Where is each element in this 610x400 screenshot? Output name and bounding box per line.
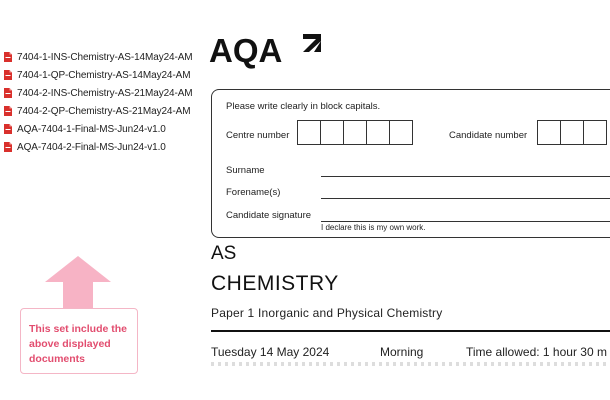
file-item[interactable] [4, 102, 199, 120]
file-item[interactable] [4, 48, 199, 66]
aqa-logo [209, 32, 324, 70]
candidate-number-label: Candidate number [449, 130, 528, 141]
time-allowed: Time allowed: 1 hour 30 m [466, 345, 607, 359]
logo-text: AQA [209, 32, 283, 69]
candidate-number-cells[interactable] [537, 120, 606, 145]
forenames-line[interactable] [321, 198, 610, 199]
logo-swoosh-icon [300, 32, 322, 52]
file-item[interactable] [4, 84, 199, 102]
file-name: AQA-7404-2-Final-MS-Jun24-v1.0 [17, 141, 166, 153]
divider [211, 330, 610, 332]
faded-text-row [211, 362, 610, 366]
file-name: 7404-1-QP-Chemistry-AS-14May24-AM [17, 69, 191, 81]
exam-session: Morning [380, 345, 424, 359]
paper-title: Paper 1 Inorganic and Physical Chemistry [211, 306, 443, 320]
digit-cell[interactable] [366, 120, 390, 145]
surname-line[interactable] [321, 176, 610, 177]
subject-title: CHEMISTRY [211, 272, 339, 295]
digit-cell[interactable] [389, 120, 413, 145]
pdf-file-icon [4, 52, 12, 62]
pdf-file-icon [4, 88, 12, 98]
note-text: This set include the above displayed documents [29, 323, 128, 365]
file-item[interactable] [4, 138, 199, 156]
declaration-text: I declare this is my own work. [321, 223, 426, 232]
file-name: 7404-2-INS-Chemistry-AS-21May24-AM [17, 87, 193, 99]
signature-label: Candidate signature [226, 210, 312, 221]
pdf-file-icon [4, 106, 12, 116]
file-item[interactable] [4, 66, 199, 84]
centre-number-cells[interactable] [297, 120, 412, 145]
block-capitals-instruction: Please write clearly in block capitals. [226, 101, 381, 112]
note-box [20, 308, 138, 374]
file-name: 7404-1-INS-Chemistry-AS-14May24-AM [17, 51, 193, 63]
digit-cell[interactable] [560, 120, 584, 145]
up-arrow-icon [45, 256, 111, 308]
centre-number-label: Centre number [226, 130, 290, 141]
digit-cell[interactable] [583, 120, 607, 145]
pdf-file-icon [4, 70, 12, 80]
digit-cell[interactable] [343, 120, 367, 145]
file-name: AQA-7404-1-Final-MS-Jun24-v1.0 [17, 123, 166, 135]
forenames-label: Forename(s) [226, 187, 281, 198]
pdf-file-icon [4, 124, 12, 134]
file-list [4, 48, 199, 156]
file-item[interactable] [4, 120, 199, 138]
qualification-level: AS [211, 243, 237, 264]
file-name: 7404-2-QP-Chemistry-AS-21May24-AM [17, 105, 191, 117]
digit-cell[interactable] [297, 120, 321, 145]
digit-cell[interactable] [320, 120, 344, 145]
pdf-file-icon [4, 142, 12, 152]
digit-cell[interactable] [537, 120, 561, 145]
exam-date: Tuesday 14 May 2024 [211, 345, 330, 359]
signature-line[interactable] [321, 221, 610, 222]
surname-label: Surname [226, 165, 265, 176]
